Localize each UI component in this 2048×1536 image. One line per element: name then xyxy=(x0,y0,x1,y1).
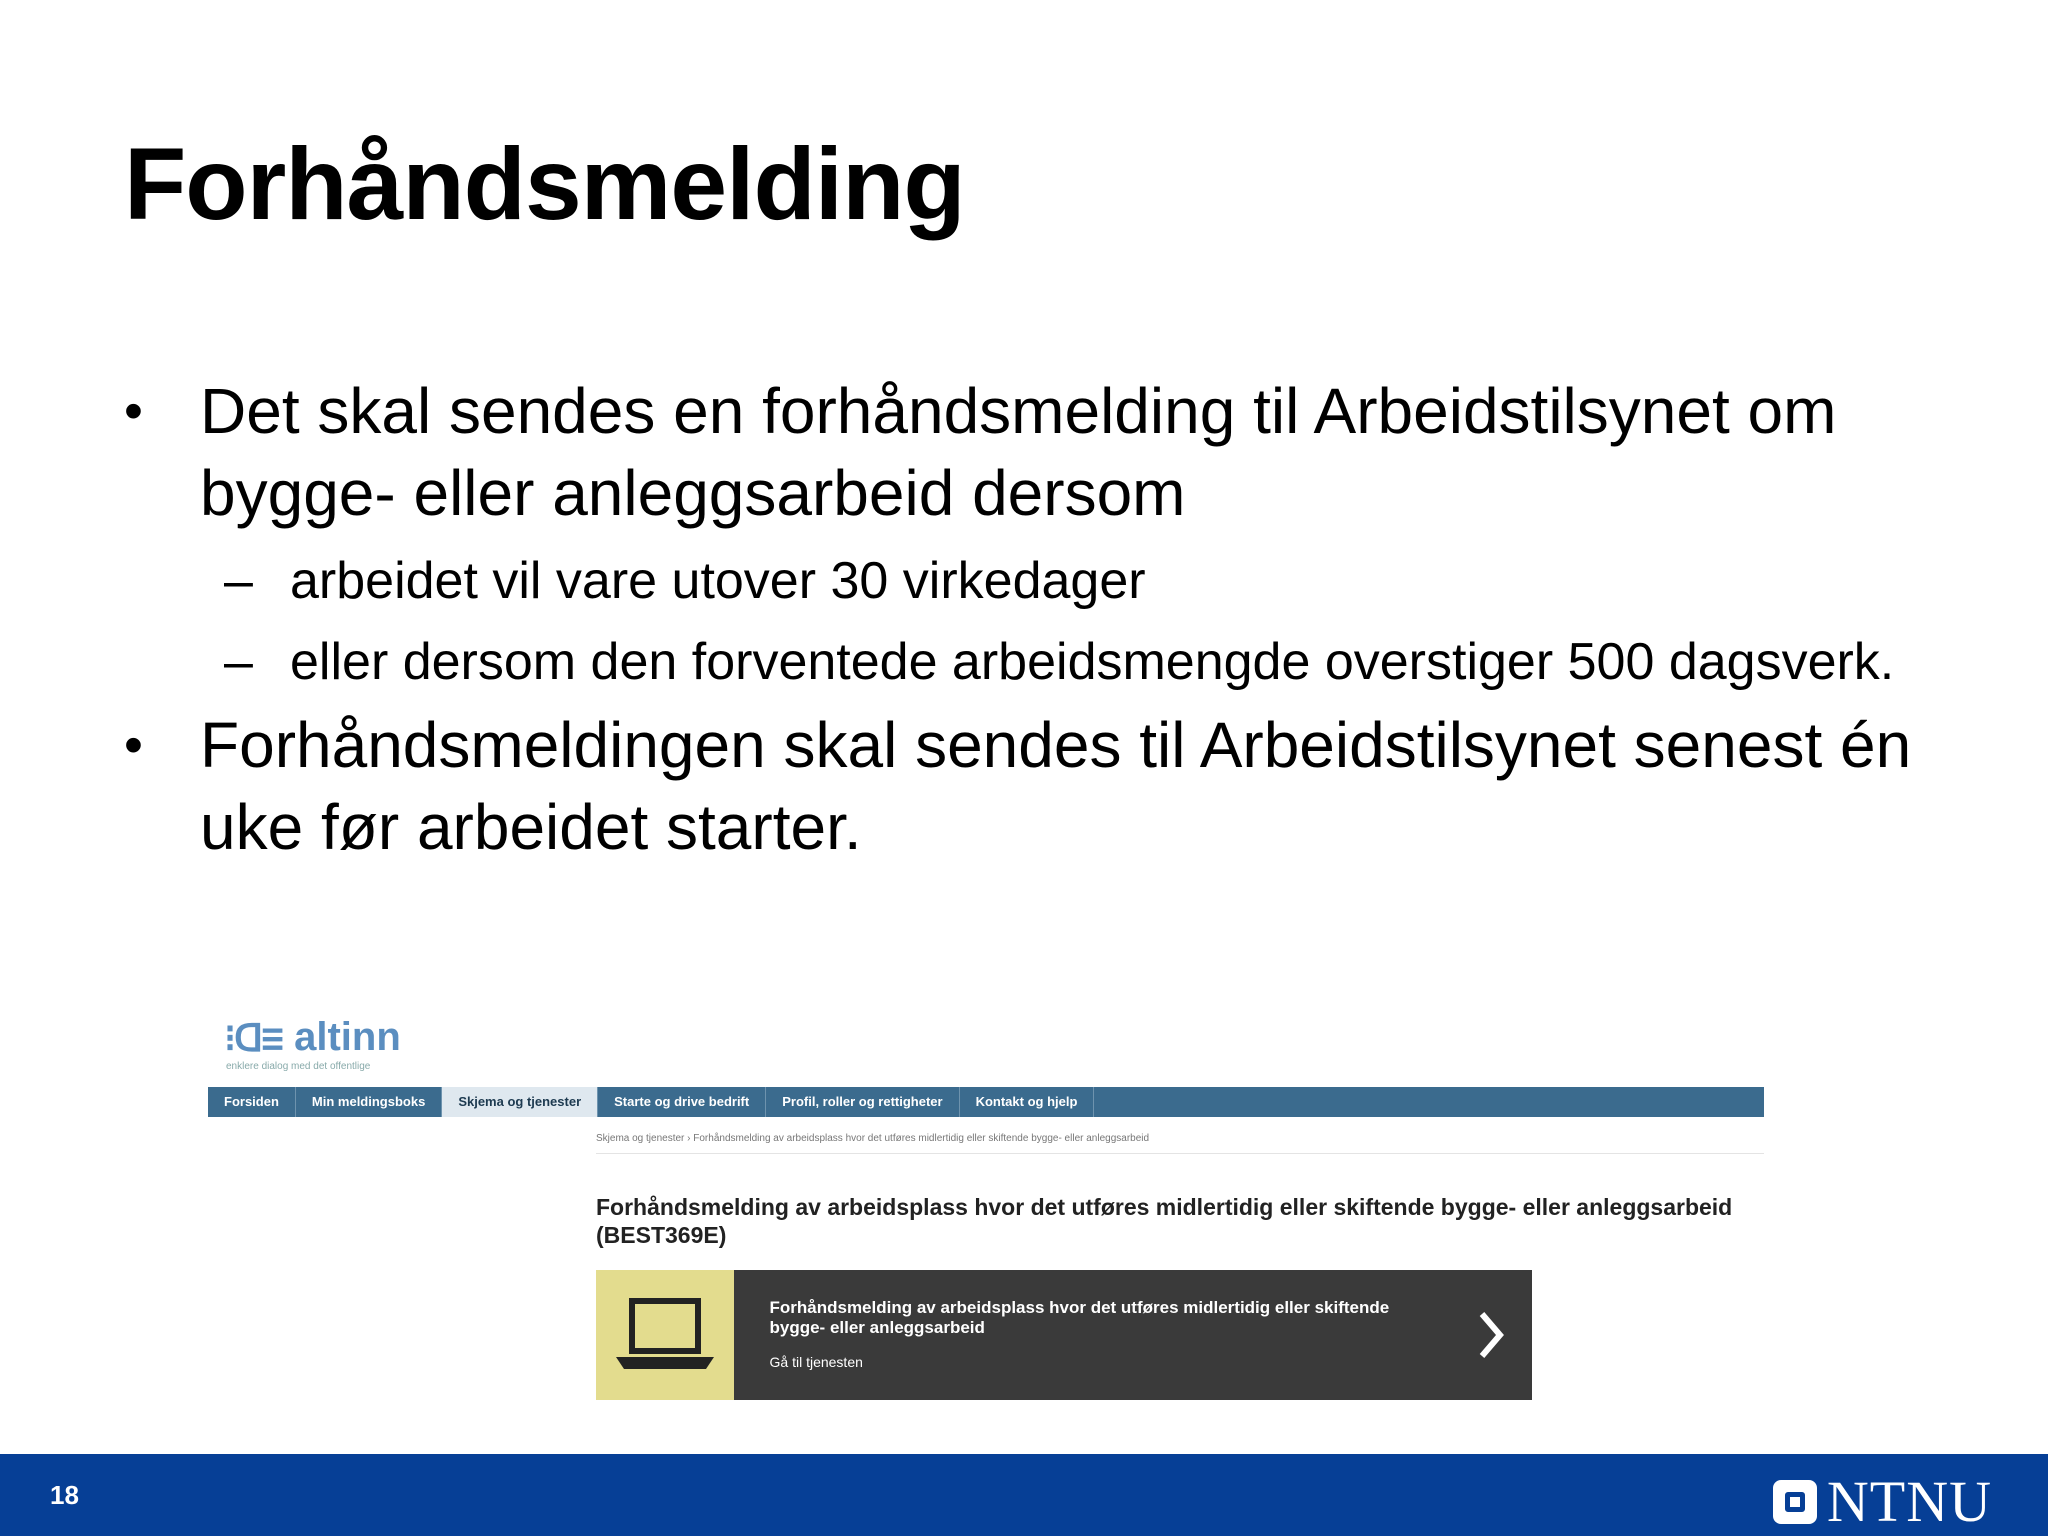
bullet-list xyxy=(124,370,1924,868)
altinn-nav-bar xyxy=(208,1087,1764,1117)
bullet-text: Forhåndsmeldingen skal sendes til Arbeidstilsynet senest én uke før arbeidet starter. xyxy=(200,709,1912,863)
ntnu-logo-text: NTNU xyxy=(1826,1469,1992,1534)
page-number: 18 xyxy=(50,1480,79,1510)
bullet-icon: • xyxy=(124,381,143,441)
service-title: Forhåndsmelding av arbeidsplass hvor det utføres midlertidig eller skiftende bygge- eller anleggsarbeid (BEST369E) xyxy=(596,1194,1733,1248)
laptop-icon xyxy=(596,1270,734,1400)
nav-item-bedrift[interactable]: Starte og drive bedrift xyxy=(598,1087,766,1117)
card-link[interactable]: Gå til tjenesten xyxy=(769,1354,863,1370)
ntnu-logo xyxy=(1773,1468,1992,1535)
altinn-logo-icon: ⁝ᗡ≡ xyxy=(224,1015,283,1060)
divider xyxy=(596,1153,1764,1154)
nav-item-profil[interactable]: Profil, roller og rettigheter xyxy=(766,1087,959,1117)
altinn-screenshot xyxy=(208,1005,1764,1405)
bullet-item xyxy=(124,370,1924,534)
nav-item-skjema[interactable]: Skjema og tjenester xyxy=(442,1087,598,1117)
nav-item-kontakt[interactable]: Kontakt og hjelp xyxy=(960,1087,1095,1117)
card-title: Forhåndsmelding av arbeidsplass hvor det utføres midlertidig eller skiftende bygge- eller anleggsarbeid xyxy=(769,1298,1390,1337)
slide-title: Forhåndsmelding xyxy=(124,127,965,241)
altinn-tagline: enklere dialog med det offentlige xyxy=(226,1061,371,1072)
bullet-icon: • xyxy=(124,715,143,775)
nav-item-forsiden[interactable]: Forsiden xyxy=(208,1087,296,1117)
bullet-text: Det skal sendes en forhåndsmelding til Arbeidstilsynet om bygge- eller anleggsarbeid dersom xyxy=(200,375,1837,529)
chevron-right-icon[interactable] xyxy=(1450,1270,1533,1400)
slide-footer xyxy=(0,1454,2048,1536)
breadcrumb[interactable]: Skjema og tjenester › Forhåndsmelding av arbeidsplass hvor det utføres midlertidig eller skiftende bygge- eller anleggsarbeid xyxy=(596,1133,1150,1144)
ntnu-logo-icon xyxy=(1773,1480,1817,1524)
dash-icon: – xyxy=(224,552,253,610)
altinn-logo[interactable] xyxy=(224,1015,401,1060)
sub-bullet-text: eller dersom den forventede arbeidsmengde overstiger 500 dagsverk. xyxy=(290,633,1895,691)
nav-item-meldingsboks[interactable]: Min meldingsboks xyxy=(296,1087,442,1117)
dash-icon: – xyxy=(224,633,253,691)
service-card[interactable] xyxy=(596,1270,1532,1400)
sub-bullet-item xyxy=(224,548,1924,615)
bullet-item xyxy=(124,704,1924,868)
altinn-logo-word: altinn xyxy=(294,1015,401,1059)
sub-bullet-text: arbeidet vil vare utover 30 virkedager xyxy=(290,552,1146,610)
sub-bullet-item xyxy=(224,629,1924,696)
